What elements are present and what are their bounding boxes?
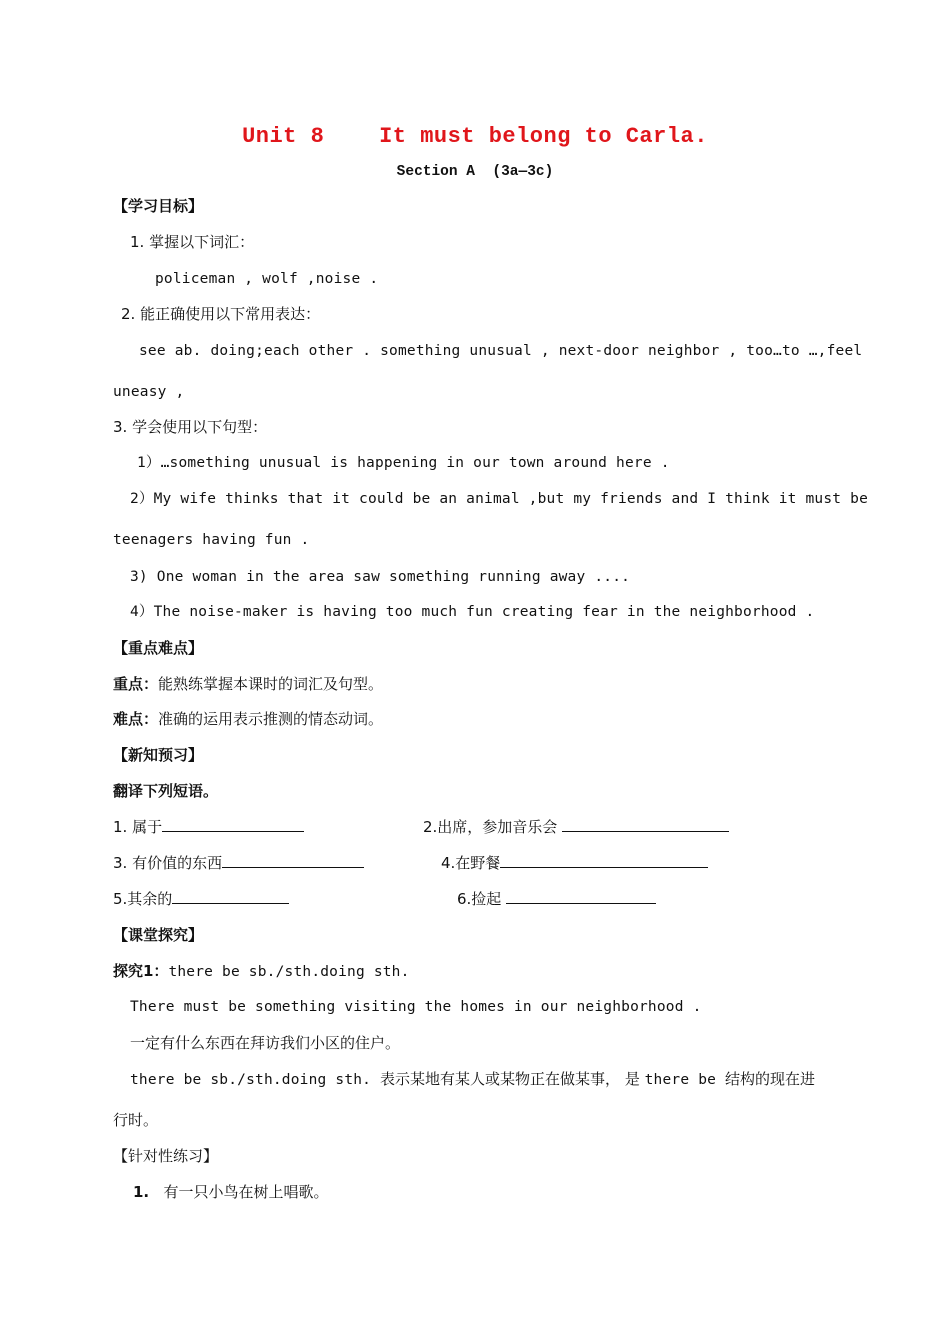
sentence-2-line-2: teenagers having fun . bbox=[113, 532, 310, 548]
goal-item-3-label: 3. 学会使用以下句型： bbox=[113, 418, 268, 436]
explanation-meaning: 表示某地有某人或某物正在做某事， bbox=[380, 1070, 621, 1088]
goal-item-1-words: policeman , wolf ,noise . bbox=[155, 271, 379, 287]
example-en: There must be something visiting the homes in our neighborhood . bbox=[130, 999, 702, 1015]
preview-item-4 bbox=[441, 853, 708, 873]
explanation-there-be: there be bbox=[644, 1072, 725, 1088]
preview-item-4-label: 4.在野餐 bbox=[441, 854, 501, 872]
sentence-4: 4）The noise-maker is having too much fun creating fear in the neighborhood . bbox=[130, 604, 815, 620]
focus-line bbox=[113, 674, 383, 694]
preview-item-2-label: 2.出席，参加音乐会 bbox=[423, 818, 563, 836]
sentence-2-line-1: 2）My wife thinks that it could be an animal ,but my friends and I think it must be bbox=[130, 491, 869, 507]
key-points-heading: 【重点难点】 bbox=[113, 639, 204, 657]
preview-item-5-label: 5.其余的 bbox=[113, 890, 173, 908]
preview-item-1 bbox=[113, 817, 304, 837]
page-title: Unit 8 It must belong to Carla. bbox=[242, 124, 708, 149]
focus-text: 能熟练掌握本课时的词汇及句型。 bbox=[158, 675, 384, 693]
preview-item-3-label: 3. 有价值的东西 bbox=[113, 854, 223, 872]
practice-question-1 bbox=[133, 1182, 328, 1202]
difficulty-line bbox=[113, 709, 383, 729]
practice-heading: 【针对性练习】 bbox=[113, 1147, 219, 1165]
sentence-3: 3) One woman in the area saw something running away .... bbox=[130, 569, 631, 585]
preview-item-1-label: 1. 属于 bbox=[113, 818, 163, 836]
answer-blank[interactable] bbox=[562, 817, 729, 832]
explore-heading: 【课堂探究】 bbox=[113, 926, 204, 944]
explanation-tense: 结构的现在进 bbox=[724, 1070, 815, 1088]
answer-blank[interactable] bbox=[162, 817, 304, 832]
explanation-line-1 bbox=[130, 1069, 815, 1090]
preview-item-2 bbox=[423, 817, 729, 837]
sentence-1: 1）…something unusual is happening in our town around here . bbox=[137, 455, 670, 471]
goal-item-2-line-1: see ab. doing;each other . something unusual , next-door neighbor , too…to …,feel bbox=[139, 343, 863, 359]
preview-item-5 bbox=[113, 889, 289, 909]
answer-blank[interactable] bbox=[506, 889, 656, 904]
preview-item-6 bbox=[457, 889, 656, 909]
goal-item-1-label: 1. 掌握以下词汇： bbox=[130, 233, 255, 251]
explanation-structure: there be sb./sth.doing sth. bbox=[130, 1072, 381, 1088]
practice-question-text: 有一只小鸟在树上唱歌。 bbox=[163, 1183, 329, 1201]
explore-1-line bbox=[113, 961, 410, 982]
practice-question-number: 1. bbox=[133, 1183, 150, 1201]
preview-item-3 bbox=[113, 853, 364, 873]
explore-1-label: 探究1： bbox=[113, 962, 169, 980]
answer-blank[interactable] bbox=[500, 853, 708, 868]
difficulty-label: 难点： bbox=[113, 710, 159, 728]
preview-item-6-label: 6.捡起 bbox=[457, 890, 507, 908]
preview-heading: 【新知预习】 bbox=[113, 746, 204, 764]
explore-1-structure: there be sb./sth.doing sth. bbox=[168, 964, 410, 980]
goal-item-2-line-2: uneasy , bbox=[113, 384, 185, 400]
answer-blank[interactable] bbox=[222, 853, 364, 868]
difficulty-text: 准确的运用表示推测的情态动词。 bbox=[158, 710, 384, 728]
section-subtitle: Section A (3a—3c) bbox=[396, 164, 554, 180]
goals-heading: 【学习目标】 bbox=[113, 197, 204, 215]
focus-label: 重点： bbox=[113, 675, 159, 693]
answer-blank[interactable] bbox=[172, 889, 289, 904]
preview-instruction: 翻译下列短语。 bbox=[113, 782, 219, 800]
example-zh: 一定有什么东西在拜访我们小区的住户。 bbox=[130, 1034, 401, 1052]
goal-item-2-label: 2. 能正确使用以下常用表达： bbox=[121, 305, 321, 323]
explanation-is: 是 bbox=[620, 1070, 645, 1088]
explanation-line-2: 行时。 bbox=[113, 1111, 159, 1129]
